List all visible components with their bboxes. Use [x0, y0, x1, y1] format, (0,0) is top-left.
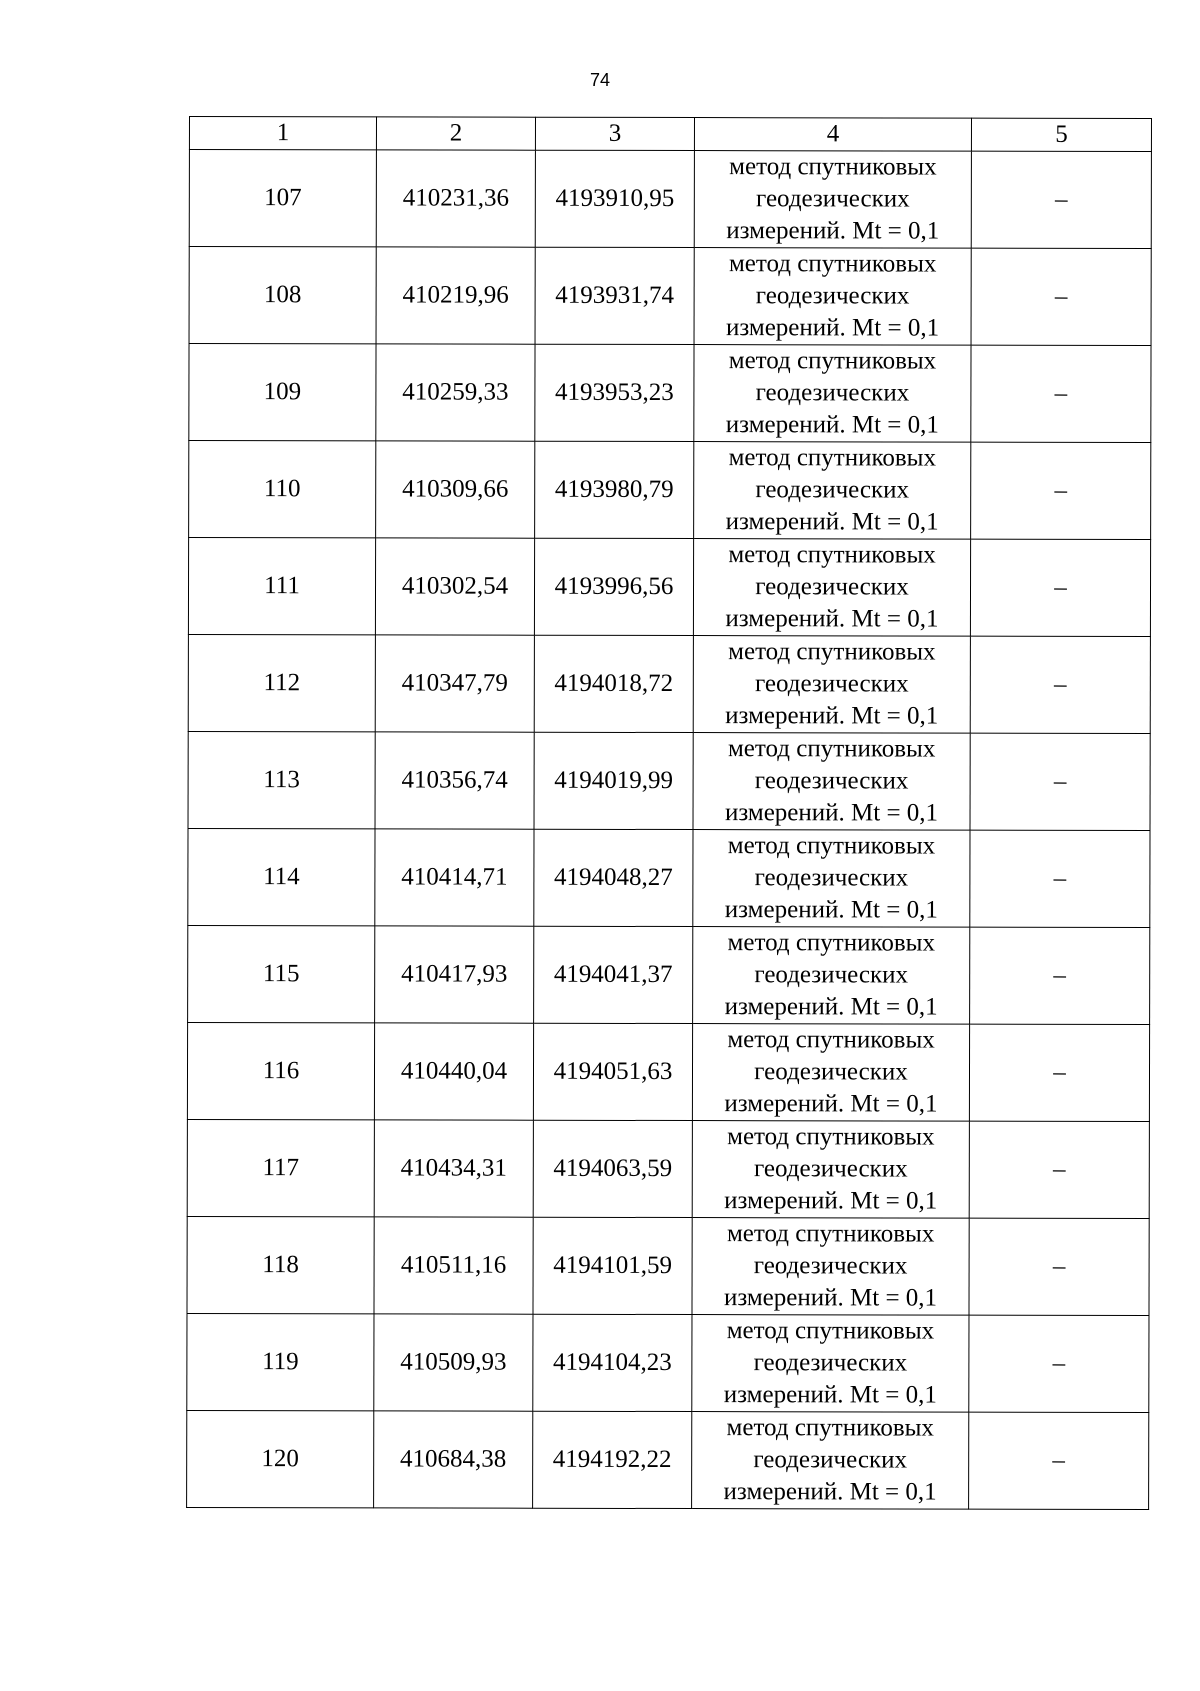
- method-line: геодезических: [754, 670, 909, 698]
- x-coordinate-cell: 410434,31: [374, 1120, 533, 1217]
- note-cell: –: [969, 1024, 1149, 1121]
- point-number-cell: 113: [188, 731, 375, 828]
- method-cell: [692, 1412, 969, 1510]
- point-number-cell: 114: [188, 828, 375, 925]
- note-cell: –: [971, 248, 1151, 345]
- method-cell: [693, 539, 970, 637]
- table-row: [187, 1313, 1149, 1412]
- y-coordinate-cell: 4194048,27: [534, 829, 693, 926]
- column-header: 1: [189, 117, 376, 150]
- table-row: [187, 1410, 1149, 1509]
- method-line: измерений. Mt = 0,1: [725, 508, 939, 536]
- method-line: геодезических: [753, 1252, 908, 1280]
- column-header: 3: [535, 117, 694, 150]
- x-coordinate-cell: 410356,74: [375, 732, 534, 829]
- note-cell: –: [970, 733, 1150, 830]
- y-coordinate-cell: 4193953,23: [535, 344, 694, 441]
- coordinates-table: [186, 116, 1152, 1510]
- x-coordinate-cell: 410302,54: [375, 538, 534, 635]
- method-line: измерений. Mt = 0,1: [723, 1381, 937, 1409]
- note-cell: –: [970, 830, 1150, 927]
- y-coordinate-cell: 4193996,56: [534, 538, 693, 635]
- method-line: метод спутниковых: [727, 735, 936, 763]
- method-cell: [693, 830, 970, 928]
- y-coordinate-cell: 4194104,23: [533, 1314, 692, 1411]
- method-line: измерений. Mt = 0,1: [725, 411, 939, 439]
- method-line: измерений. Mt = 0,1: [723, 1478, 937, 1506]
- table-row: [188, 634, 1150, 733]
- method-line: метод спутниковых: [727, 832, 936, 860]
- method-line: метод спутниковых: [727, 1026, 935, 1054]
- point-number-cell: 115: [188, 925, 375, 1022]
- point-number-cell: 112: [188, 634, 375, 731]
- x-coordinate-cell: 410509,93: [374, 1314, 533, 1411]
- y-coordinate-cell: 4194101,59: [533, 1217, 692, 1314]
- point-number-cell: 120: [187, 1410, 374, 1507]
- method-line: метод спутниковых: [727, 1123, 935, 1151]
- method-cell: [692, 1218, 969, 1316]
- method-line: геодезических: [755, 379, 910, 407]
- method-line: метод спутниковых: [728, 250, 937, 278]
- x-coordinate-cell: 410684,38: [374, 1411, 533, 1508]
- method-cell: [692, 1121, 969, 1219]
- method-line: метод спутниковых: [726, 1317, 935, 1345]
- point-number-cell: 107: [189, 150, 376, 247]
- table-row: [189, 344, 1151, 443]
- method-line: метод спутниковых: [726, 1220, 935, 1248]
- method-cell: [694, 442, 971, 540]
- method-line: метод спутниковых: [728, 541, 936, 569]
- note-cell: –: [970, 636, 1150, 733]
- method-line: измерений. Mt = 0,1: [725, 605, 939, 633]
- x-coordinate-cell: 410219,96: [376, 247, 535, 344]
- page-number: 74: [589, 70, 611, 90]
- method-line: геодезических: [756, 185, 910, 213]
- table-row: [188, 828, 1150, 927]
- note-cell: –: [971, 151, 1151, 248]
- method-line: геодезических: [754, 1058, 908, 1086]
- note-cell: –: [969, 1218, 1149, 1315]
- table-row: [189, 247, 1151, 346]
- method-line: геодезических: [755, 476, 910, 504]
- table-row: [187, 1022, 1149, 1121]
- column-header: 5: [971, 118, 1151, 151]
- note-cell: –: [971, 345, 1151, 442]
- method-cell: [693, 636, 970, 734]
- table-row: [189, 441, 1151, 540]
- note-cell: –: [969, 1412, 1149, 1509]
- method-cell: [693, 733, 970, 831]
- table-row: [188, 731, 1150, 830]
- x-coordinate-cell: 410347,79: [375, 635, 534, 732]
- method-cell: [693, 927, 970, 1025]
- point-number-cell: 111: [188, 538, 375, 635]
- note-cell: –: [970, 539, 1150, 636]
- method-line: геодезических: [754, 767, 909, 795]
- method-line: измерений. Mt = 0,1: [725, 702, 939, 730]
- y-coordinate-cell: 4194051,63: [533, 1023, 692, 1120]
- method-line: метод спутниковых: [728, 444, 937, 472]
- note-cell: –: [971, 442, 1151, 539]
- y-coordinate-cell: 4194018,72: [534, 635, 693, 732]
- y-coordinate-cell: 4193980,79: [535, 441, 694, 538]
- method-line: метод спутниковых: [727, 929, 936, 957]
- method-line: геодезических: [754, 864, 909, 892]
- point-number-cell: 108: [189, 247, 376, 344]
- x-coordinate-cell: 410414,71: [375, 829, 534, 926]
- method-cell: [692, 1024, 969, 1122]
- method-line: геодезических: [753, 1155, 908, 1183]
- x-coordinate-cell: 410417,93: [375, 926, 534, 1023]
- table-row: [187, 1119, 1149, 1218]
- method-line: измерений. Mt = 0,1: [723, 1284, 938, 1312]
- method-line: метод спутниковых: [729, 153, 937, 181]
- note-cell: –: [969, 1121, 1149, 1218]
- point-number-cell: 117: [187, 1119, 374, 1216]
- y-coordinate-cell: 4193931,74: [535, 247, 694, 344]
- method-line: геодезических: [755, 573, 909, 601]
- table-header-row: [189, 117, 1151, 152]
- point-number-cell: 116: [187, 1022, 374, 1119]
- method-line: метод спутниковых: [728, 347, 937, 375]
- table-row: [189, 150, 1151, 249]
- method-line: метод спутниковых: [726, 1414, 934, 1442]
- x-coordinate-cell: 410440,04: [374, 1023, 533, 1120]
- method-line: измерений. Mt = 0,1: [724, 896, 938, 924]
- y-coordinate-cell: 4193910,95: [535, 150, 694, 247]
- method-line: геодезических: [755, 282, 910, 310]
- point-number-cell: 110: [189, 441, 376, 538]
- y-coordinate-cell: 4194019,99: [534, 732, 693, 829]
- method-line: измерений. Mt = 0,1: [724, 1187, 938, 1215]
- note-cell: –: [969, 1315, 1149, 1412]
- table-body: [187, 150, 1152, 1510]
- note-cell: –: [970, 927, 1150, 1024]
- y-coordinate-cell: 4194063,59: [533, 1120, 692, 1217]
- table-row: [187, 1216, 1149, 1315]
- method-line: геодезических: [754, 961, 909, 989]
- x-coordinate-cell: 410511,16: [374, 1217, 533, 1314]
- x-coordinate-cell: 410231,36: [376, 150, 535, 247]
- y-coordinate-cell: 4194192,22: [533, 1411, 692, 1508]
- x-coordinate-cell: 410259,33: [376, 344, 535, 441]
- method-line: измерений. Mt = 0,1: [724, 799, 939, 827]
- y-coordinate-cell: 4194041,37: [534, 926, 693, 1023]
- method-cell: [694, 151, 971, 249]
- method-line: измерений. Mt = 0,1: [726, 217, 940, 245]
- point-number-cell: 119: [187, 1313, 374, 1410]
- method-line: геодезических: [753, 1446, 908, 1474]
- point-number-cell: 118: [187, 1216, 374, 1313]
- method-line: геодезических: [753, 1349, 908, 1377]
- table-row: [188, 925, 1150, 1024]
- method-line: измерений. Mt = 0,1: [724, 993, 938, 1021]
- method-cell: [692, 1315, 969, 1413]
- method-cell: [694, 248, 971, 346]
- method-line: метод спутниковых: [728, 638, 936, 666]
- column-header: 2: [376, 117, 535, 150]
- x-coordinate-cell: 410309,66: [376, 441, 535, 538]
- point-number-cell: 109: [189, 344, 376, 441]
- method-line: измерений. Mt = 0,1: [724, 1090, 938, 1118]
- method-cell: [694, 345, 971, 443]
- table-row: [188, 538, 1150, 637]
- method-line: измерений. Mt = 0,1: [725, 314, 940, 342]
- column-header: 4: [694, 118, 971, 152]
